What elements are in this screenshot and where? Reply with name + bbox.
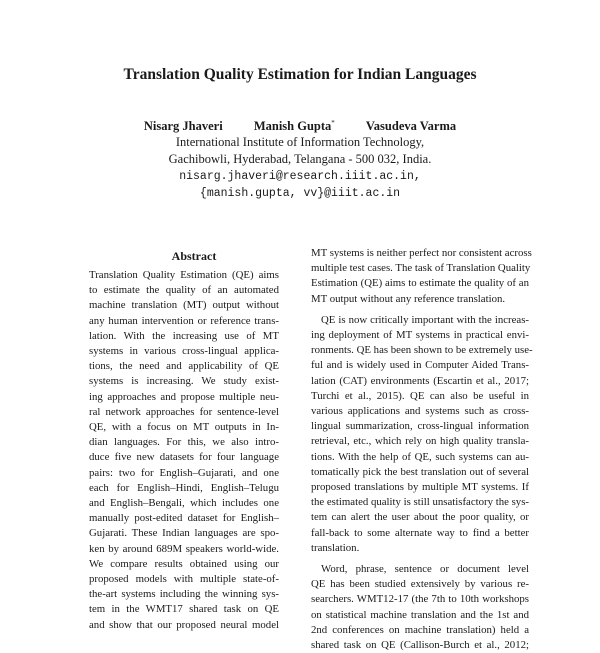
text-line: lingual summarization, cross-lingual information: [311, 420, 529, 433]
text-line: and English–Bengali, which includes one: [89, 497, 279, 510]
text-line: fall-back to some alternate way to find a better: [311, 526, 529, 539]
text-line: ken by around 689M speakers world-wide.: [89, 542, 279, 555]
text-line: ing deployment of MT systems in practical envi-: [311, 329, 529, 342]
introduction-body: [311, 246, 533, 653]
text-line: translation.: [311, 541, 360, 554]
text-line: tem can alert the user about the poor quality, or: [311, 511, 529, 524]
text-line: Gujarati. These Indian languages are spo-: [89, 527, 279, 540]
text-line: MT output without any reference translation.: [311, 292, 506, 305]
email-line: nisarg.jhaveri@research.iiit.ac.in,: [179, 170, 421, 183]
text-line: duce five new datasets for four language: [89, 451, 279, 464]
text-line: on statistical machine translation and the 1st and: [311, 608, 529, 621]
text-line: ing approaches and propose multiple neu-: [89, 390, 279, 403]
abstract-heading: Abstract: [171, 249, 217, 263]
text-line: shared task on QE (Callison-Burch et al., 2012;: [311, 639, 529, 652]
text-line: systems in various cross-lingual applica-: [89, 345, 279, 358]
text-line: manually post-edited dataset for English–: [89, 512, 279, 525]
abstract-body: [89, 268, 279, 633]
text-line: ful and is widely used in Computer Aided Trans-: [311, 359, 529, 372]
text-line: QE is now critically important with the increas-: [321, 313, 529, 326]
text-line: pairs: two for English–Gujarati, and one: [89, 466, 279, 479]
text-line: QE has been studied extensively by various re-: [311, 578, 529, 591]
text-line: proposed translations by multiple MT systems. If: [311, 481, 529, 494]
text-line: machine translation (MT) output without: [89, 299, 279, 312]
text-line: tomatically pick the best translation out of several: [311, 465, 529, 478]
author-name: Nisarg Jhaveri: [143, 119, 223, 134]
text-line: systems is increasing. We study exist-: [89, 375, 279, 388]
text-line: proposed models with multiple state-of-: [89, 573, 279, 586]
text-line: Word, phrase, sentence or document level: [321, 563, 529, 576]
text-line: ronments. QE has been shown to be extremely use-: [311, 344, 533, 357]
text-line: the-art systems including the winning sys-: [89, 588, 279, 601]
text-line: various applications and systems such as cross-: [311, 405, 529, 418]
text-line: 2nd conferences on machine translation) held a: [311, 623, 529, 636]
email-line: {manish.gupta, vv}@iiit.ac.in: [199, 187, 401, 200]
text-line: dian languages. For this, we also intro-: [89, 436, 279, 449]
author-name: Manish Gupta*: [253, 119, 335, 134]
text-line: Turchi et al., 2015). QE can also be useful in: [311, 389, 529, 402]
affiliation-line: International Institute of Information Technology,: [175, 135, 425, 149]
text-line: Estimation (QE) aims to estimate the quality of an: [311, 277, 529, 290]
text-line: tions. With the help of QE, such systems can au-: [311, 450, 529, 463]
author-list: [0, 119, 600, 134]
text-line: the estimated quality is still unsatisfactory the sys-: [311, 496, 529, 509]
paper-title: Translation Quality Estimation for Indian Languages: [123, 66, 477, 83]
text-line: to estimate the quality of an automated: [89, 284, 279, 297]
text-line: QE, with a focus on MT outputs in In-: [89, 421, 279, 434]
text-line: searchers. WMT12-17 (the 7th to 10th workshops: [311, 593, 529, 606]
text-line: We compare results obtained using our: [89, 557, 279, 570]
text-line: tem in the WMT17 shared task on QE: [89, 603, 279, 616]
text-line: any human intervention or reference trans-: [89, 314, 279, 327]
text-line: lation (CAT) environments (Escartin et al., 2017;: [311, 374, 529, 387]
text-line: tions, the need and applicability of QE: [89, 360, 279, 373]
text-line: Translation Quality Estimation (QE) aims: [89, 269, 279, 281]
author-footnote-mark: *: [331, 119, 335, 127]
text-line: MT systems is neither perfect nor consistent across: [311, 247, 532, 259]
text-line: and show that our proposed neural model: [89, 618, 279, 631]
text-line: lation. With the increasing use of MT: [89, 329, 279, 342]
text-line: ral network approaches for sentence-level: [89, 405, 279, 418]
text-line: retrieval, etc., which rely on high quality transla-: [311, 435, 529, 448]
text-line: multiple test cases. The task of Translation Quality: [311, 262, 531, 275]
text-line: each for English–Hindi, English–Telugu: [89, 481, 279, 494]
affiliation-line: Gachibowli, Hyderabad, Telangana - 500 032, India.: [168, 152, 432, 166]
author-name: Vasudeva Varma: [365, 119, 457, 134]
